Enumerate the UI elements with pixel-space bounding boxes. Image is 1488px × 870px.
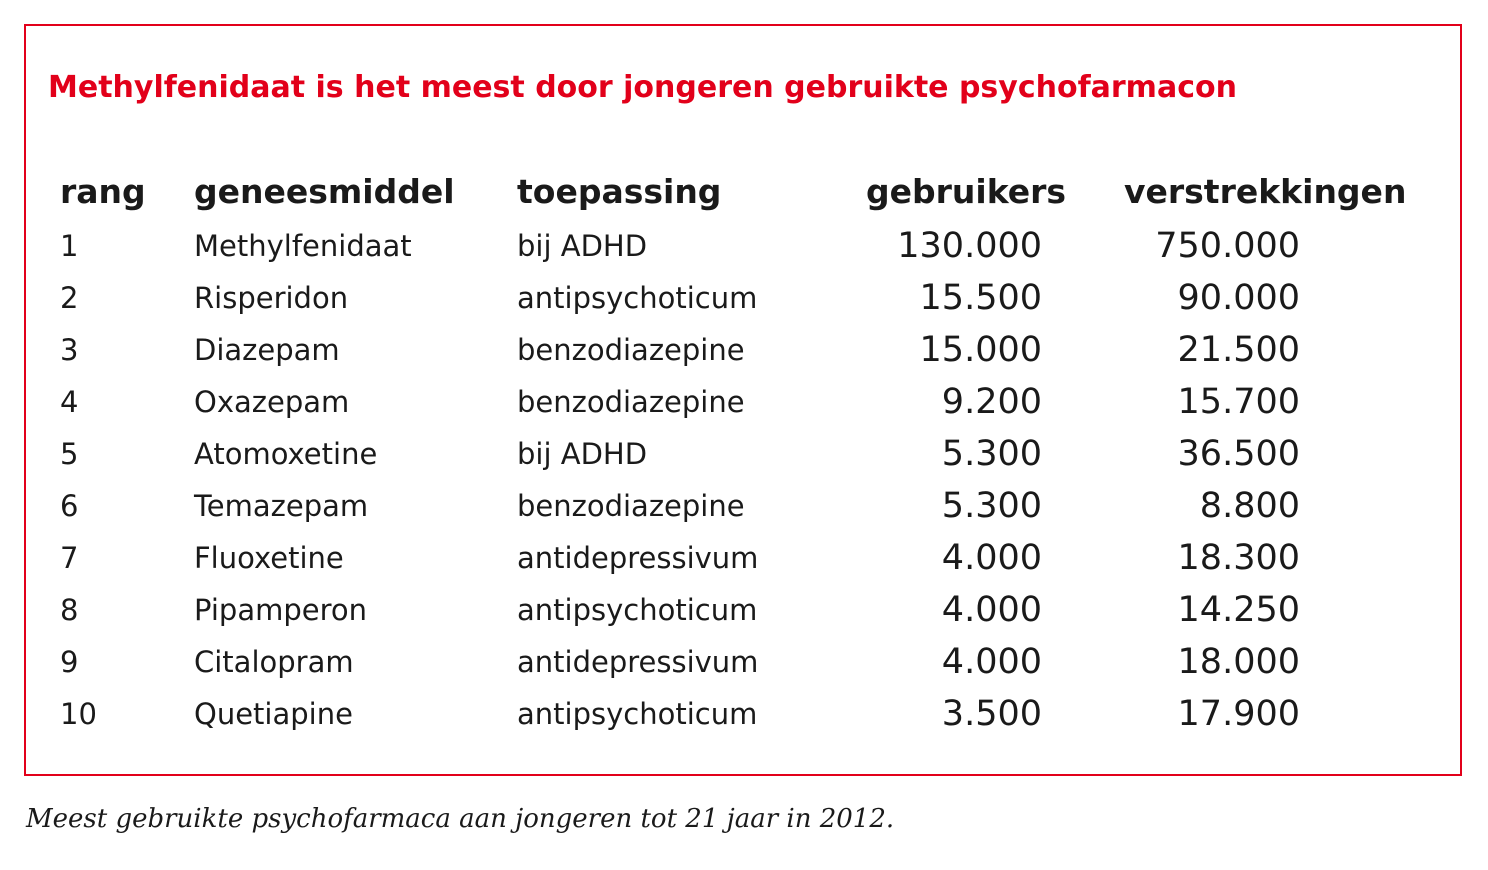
cell-gebruikers: 5.300 [941, 486, 1042, 526]
header-toepassing: toepassing [517, 172, 722, 211]
cell-verstrekkingen: 17.900 [1177, 694, 1300, 734]
cell-gebruikers: 15.000 [919, 330, 1042, 370]
cell-verstrekkingen: 8.800 [1199, 486, 1300, 526]
cell-gebruikers: 4.000 [941, 538, 1042, 578]
cell-toepassing: benzodiazepine [517, 385, 745, 419]
cell-gebruikers: 4.000 [941, 590, 1042, 630]
cell-verstrekkingen: 90.000 [1177, 278, 1300, 318]
cell-gebruikers: 3.500 [941, 694, 1042, 734]
cell-geneesmiddel: Citalopram [194, 645, 354, 679]
cell-gebruikers: 5.300 [941, 434, 1042, 474]
table-caption: Meest gebruikte psychofarmaca aan jongeren tot 21 jaar in 2012. [26, 804, 895, 834]
cell-verstrekkingen: 18.300 [1177, 538, 1300, 578]
cell-geneesmiddel: Fluoxetine [194, 541, 344, 575]
cell-geneesmiddel: Methylfenidaat [194, 229, 412, 263]
cell-rang: 1 [60, 229, 79, 263]
cell-verstrekkingen: 14.250 [1177, 590, 1300, 630]
table-row [0, 636, 1488, 688]
table-title: Methylfenidaat is het meest door jongeren gebruikte psychofarmacon [48, 70, 1237, 105]
cell-gebruikers: 9.200 [941, 382, 1042, 422]
table-row [0, 688, 1488, 740]
cell-toepassing: antidepressivum [517, 645, 759, 679]
cell-toepassing: benzodiazepine [517, 333, 745, 367]
table-row [0, 324, 1488, 376]
cell-verstrekkingen: 750.000 [1155, 226, 1300, 266]
cell-rang: 2 [60, 281, 79, 315]
header-verstrekkingen: verstrekkingen [1124, 172, 1407, 211]
cell-rang: 10 [60, 697, 97, 731]
cell-toepassing: antipsychoticum [517, 593, 758, 627]
cell-gebruikers: 15.500 [919, 278, 1042, 318]
cell-verstrekkingen: 21.500 [1177, 330, 1300, 370]
table-row [0, 428, 1488, 480]
cell-toepassing: antipsychoticum [517, 281, 758, 315]
table-row [0, 272, 1488, 324]
cell-geneesmiddel: Quetiapine [194, 697, 353, 731]
cell-geneesmiddel: Oxazepam [194, 385, 350, 419]
cell-rang: 8 [60, 593, 79, 627]
cell-geneesmiddel: Risperidon [194, 281, 349, 315]
cell-verstrekkingen: 15.700 [1177, 382, 1300, 422]
cell-rang: 6 [60, 489, 79, 523]
cell-toepassing: bij ADHD [517, 437, 648, 471]
cell-rang: 7 [60, 541, 79, 575]
cell-geneesmiddel: Atomoxetine [194, 437, 378, 471]
cell-toepassing: antipsychoticum [517, 697, 758, 731]
header-geneesmiddel: geneesmiddel [194, 172, 455, 211]
cell-toepassing: antidepressivum [517, 541, 759, 575]
header-gebruikers: gebruikers [866, 172, 1067, 211]
cell-geneesmiddel: Temazepam [194, 489, 369, 523]
header-rang: rang [60, 172, 146, 211]
cell-geneesmiddel: Pipamperon [194, 593, 367, 627]
table-row [0, 376, 1488, 428]
cell-rang: 4 [60, 385, 79, 419]
table-header-row [0, 166, 1488, 218]
cell-verstrekkingen: 18.000 [1177, 642, 1300, 682]
cell-geneesmiddel: Diazepam [194, 333, 340, 367]
table-row [0, 480, 1488, 532]
table-row [0, 220, 1488, 272]
table-row [0, 532, 1488, 584]
cell-rang: 3 [60, 333, 79, 367]
cell-rang: 5 [60, 437, 79, 471]
cell-verstrekkingen: 36.500 [1177, 434, 1300, 474]
cell-gebruikers: 130.000 [897, 226, 1042, 266]
cell-toepassing: bij ADHD [517, 229, 648, 263]
cell-toepassing: benzodiazepine [517, 489, 745, 523]
table-row [0, 584, 1488, 636]
cell-gebruikers: 4.000 [941, 642, 1042, 682]
cell-rang: 9 [60, 645, 79, 679]
